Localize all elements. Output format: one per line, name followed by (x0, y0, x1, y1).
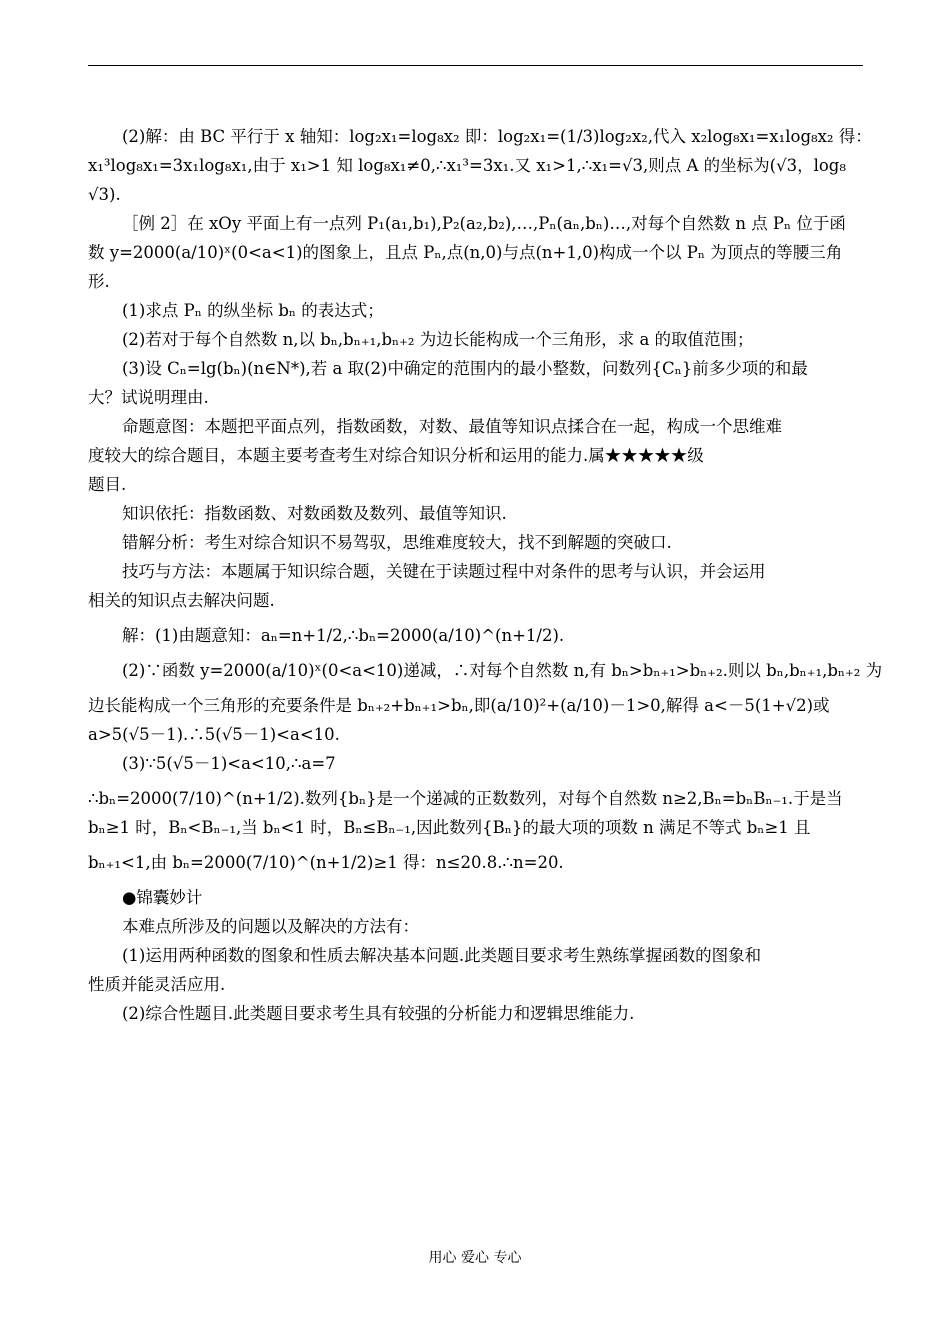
text-line: bₙ≥1 时，Bₙ<Bₙ₋₁,当 bₙ<1 时，Bₙ≤Bₙ₋₁,因此数列{Bₙ}的最大项的项数 n 满足不等式 bₙ≥1 且 (88, 818, 811, 837)
text-line: bₙ₊₁<1,由 bₙ=2000(7/10)^(n+1/2)≥1 得：n≤20.8.∴n=20. (88, 853, 564, 872)
text-line: (2)∵函数 y=2000(a/10)ˣ(0<a<10)递减，∴对每个自然数 n,有 bₙ>bₙ₊₁>bₙ₊₂.则以 bₙ,bₙ₊₁,bₙ₊₂ 为 (122, 661, 883, 680)
text-line: (2)综合性题目.此类题目要求考生具有较强的分析能力和逻辑思维能力. (122, 1004, 635, 1023)
text-line: 技巧与方法：本题属于知识综合题，关键在于读题过程中对条件的思考与认识，并会运用 (122, 562, 766, 581)
text-line: 相关的知识点去解决问题. (88, 591, 275, 610)
text-line: (3)设 Cₙ=lg(bₙ)(n∈N*),若 a 取(2)中确定的范围内的最小整数，问数列{Cₙ}前多少项的和最 (122, 359, 808, 378)
text-line: ［例 2］在 xOy 平面上有一点列 P₁(a₁,b₁),P₂(a₂,b₂),…,Pₙ(aₙ,bₙ)…,对每个自然数 n 点 Pₙ 位于函 (122, 214, 846, 233)
text-line: a>5(√5－1).∴5(√5－1)<a<10. (88, 725, 340, 744)
section-heading: ●锦囊妙计 (122, 888, 203, 907)
text-line: √3). (88, 185, 121, 204)
text-line: x₁³log₈x₁=3x₁log₈x₁,由于 x₁>1 知 log₈x₁≠0,∴x₁³=3x₁.又 x₁>1,∴x₁=√3,则点 A 的坐标为(√3，log₈ (88, 156, 846, 175)
text-line: 本难点所涉及的问题以及解决的方法有： (122, 917, 419, 936)
text-line: 数 y=2000(a/10)ˣ(0<a<1)的图象上，且点 Pₙ,点(n,0)与点(n+1,0)构成一个以 Pₙ 为顶点的等腰三角 (88, 243, 843, 262)
text-line: 大？试说明理由. (88, 388, 209, 407)
header-rule (88, 65, 863, 66)
text-line: 知识依托：指数函数、对数函数及数列、最值等知识. (122, 504, 507, 523)
text-line: 解：(1)由题意知：aₙ=n+1/2,∴bₙ=2000(a/10)^(n+1/2). (122, 626, 565, 645)
page-footer: 用心 爱心 专心 (428, 1250, 522, 1266)
text-line: 命题意图：本题把平面点列，指数函数，对数、最值等知识点揉合在一起，构成一个思维难 (122, 417, 782, 436)
text-line: 题目. (88, 475, 127, 494)
text-line: (1)运用两种函数的图象和性质去解决基本问题.此类题目要求考生熟练掌握函数的图象和 (122, 946, 762, 965)
text-line: (2)解：由 BC 平行于 x 轴知：log₂x₁=log₈x₂ 即：log₂x₁=(1/3)log₂x₂,代入 x₂log₈x₁=x₁log₈x₂ 得： (122, 127, 872, 146)
text-line: 性质并能灵活应用. (88, 975, 226, 994)
text-line: (2)若对于每个自然数 n,以 bₙ,bₙ₊₁,bₙ₊₂ 为边长能构成一个三角形，求 a 的取值范围； (122, 330, 754, 349)
text-line: (3)∵5(√5－1)<a<10,∴a=7 (122, 754, 336, 773)
text-line: 错解分析：考生对综合知识不易驾驭，思维难度较大，找不到解题的突破口. (122, 533, 672, 552)
text-line: ∴bₙ=2000(7/10)^(n+1/2).数列{bₙ}是一个递减的正数数列，对每个自然数 n≥2,Bₙ=bₙBₙ₋₁.于是当 (88, 789, 843, 808)
text-line: 形. (88, 272, 110, 291)
text-line: 度较大的综合题目，本题主要考查考生对综合知识分析和运用的能力.属★★★★★级 (88, 446, 704, 465)
document-body (88, 122, 883, 1028)
text-line: 边长能构成一个三角形的充要条件是 bₙ₊₂+bₙ₊₁>bₙ,即(a/10)²+(a/10)－1>0,解得 a<－5(1+√2)或 (88, 696, 830, 715)
text-line: (1)求点 Pₙ 的纵坐标 bₙ 的表达式； (122, 301, 384, 320)
